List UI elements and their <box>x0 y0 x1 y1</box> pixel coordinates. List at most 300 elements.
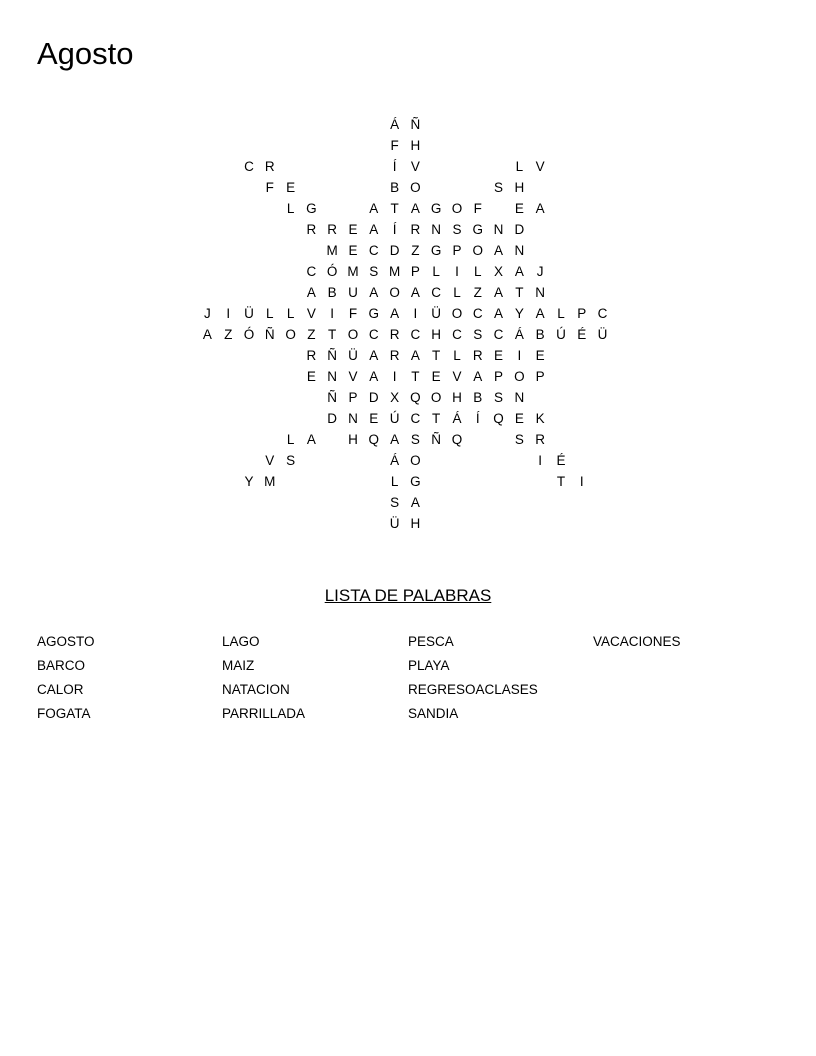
grid-letter <box>280 387 301 408</box>
grid-letter: I <box>392 369 397 384</box>
grid-letter <box>426 471 447 492</box>
grid-letter <box>218 156 239 177</box>
grid-letter <box>447 177 468 198</box>
grid-letter <box>280 492 301 513</box>
grid-row <box>197 303 613 324</box>
grid-letter: Q <box>451 432 463 447</box>
grid-letter: A <box>494 306 504 321</box>
grid-letter <box>197 198 218 219</box>
grid-letter <box>530 219 551 240</box>
grid-letter <box>343 492 364 513</box>
grid-letter: C <box>410 327 421 342</box>
grid-letter: U <box>348 285 358 300</box>
grid-letter <box>197 492 218 513</box>
grid-letter <box>197 450 218 471</box>
grid-letter: V <box>265 453 275 468</box>
grid-letter: Z <box>224 327 233 342</box>
grid-letter: N <box>431 222 442 237</box>
grid-letter: R <box>389 327 400 342</box>
grid-letter <box>447 450 468 471</box>
grid-letter: A <box>473 369 483 384</box>
grid-letter <box>363 471 384 492</box>
grid-letter: Y <box>244 474 254 489</box>
grid-letter <box>426 156 447 177</box>
grid-letter <box>467 135 488 156</box>
grid-letter <box>301 240 322 261</box>
grid-letter: O <box>430 390 442 405</box>
grid-letter <box>218 366 239 387</box>
grid-letter: C <box>410 411 421 426</box>
grid-letter: Z <box>307 327 316 342</box>
grid-letter <box>239 261 260 282</box>
grid-letter: E <box>535 348 545 363</box>
grid-letter: M <box>388 264 401 279</box>
grid-letter: M <box>264 474 276 489</box>
grid-letter <box>239 240 260 261</box>
grid-letter: Ó <box>243 327 255 342</box>
grid-letter: A <box>369 369 379 384</box>
grid-letter: O <box>514 369 525 384</box>
word-list-column <box>222 630 305 726</box>
grid-letter <box>322 114 343 135</box>
grid-letter: T <box>515 285 524 300</box>
grid-letter: V <box>348 369 358 384</box>
grid-letter <box>509 450 530 471</box>
grid-letter: R <box>472 348 483 363</box>
grid-letter: A <box>306 432 316 447</box>
grid-letter <box>197 429 218 450</box>
grid-letter <box>239 198 260 219</box>
grid-letter: R <box>327 222 338 237</box>
grid-letter <box>363 156 384 177</box>
grid-letter <box>343 156 364 177</box>
grid-letter <box>509 471 530 492</box>
grid-letter <box>280 156 301 177</box>
grid-letter <box>259 198 280 219</box>
grid-letter: I <box>538 453 543 468</box>
grid-letter <box>239 219 260 240</box>
grid-letter: F <box>265 180 274 195</box>
grid-letter: Y <box>514 306 524 321</box>
grid-letter <box>509 492 530 513</box>
grid-letter <box>467 492 488 513</box>
grid-letter: P <box>494 369 504 384</box>
grid-row <box>197 135 613 156</box>
grid-letter: Ú <box>556 327 566 342</box>
grid-letter <box>488 450 509 471</box>
grid-letter <box>218 135 239 156</box>
grid-letter <box>488 198 509 219</box>
grid-letter <box>197 135 218 156</box>
grid-letter <box>467 429 488 450</box>
grid-letter <box>301 114 322 135</box>
grid-letter: X <box>390 390 400 405</box>
grid-row <box>197 198 613 219</box>
grid-letter <box>322 429 343 450</box>
grid-letter: V <box>306 306 316 321</box>
grid-letter <box>280 219 301 240</box>
grid-letter <box>197 345 218 366</box>
grid-letter: D <box>368 390 379 405</box>
grid-letter <box>343 513 364 534</box>
grid-letter <box>218 513 239 534</box>
grid-letter: Z <box>473 285 482 300</box>
grid-letter <box>447 114 468 135</box>
grid-letter <box>218 219 239 240</box>
grid-letter: G <box>430 243 442 258</box>
grid-letter <box>301 471 322 492</box>
grid-letter: J <box>204 306 211 321</box>
word-list-item: MAIZ <box>222 658 255 673</box>
grid-letter <box>259 366 280 387</box>
grid-letter: K <box>535 411 545 426</box>
grid-letter: E <box>286 180 296 195</box>
grid-letter <box>488 156 509 177</box>
grid-letter <box>467 513 488 534</box>
grid-letter: N <box>348 411 358 426</box>
grid-letter: D <box>327 411 338 426</box>
grid-letter: N <box>327 369 338 384</box>
grid-letter <box>301 177 322 198</box>
grid-letter: L <box>266 306 274 321</box>
grid-row <box>197 387 613 408</box>
grid-letter <box>426 513 447 534</box>
grid-letter: L <box>453 285 461 300</box>
grid-letter: Ü <box>431 306 442 321</box>
grid-letter: P <box>452 243 462 258</box>
grid-letter: X <box>494 264 504 279</box>
grid-letter <box>488 513 509 534</box>
grid-letter <box>363 513 384 534</box>
grid-letter <box>218 114 239 135</box>
grid-letter <box>218 450 239 471</box>
grid-letter: L <box>286 306 295 321</box>
grid-letter <box>259 345 280 366</box>
grid-letter <box>530 492 551 513</box>
grid-letter: G <box>430 201 442 216</box>
grid-letter: R <box>535 432 546 447</box>
grid-letter <box>363 177 384 198</box>
grid-letter: F <box>390 138 399 153</box>
grid-letter: L <box>557 306 565 321</box>
grid-row <box>197 240 613 261</box>
grid-letter <box>280 345 301 366</box>
grid-row <box>197 261 613 282</box>
grid-letter: T <box>390 201 399 216</box>
grid-letter <box>197 240 218 261</box>
grid-letter <box>197 114 218 135</box>
grid-letter <box>488 114 509 135</box>
grid-row <box>197 114 613 135</box>
grid-letter: T <box>556 474 566 489</box>
grid-letter <box>218 408 239 429</box>
word-search-grid <box>197 114 613 534</box>
grid-letter: O <box>410 453 421 468</box>
word-list-heading: LISTA DE PALABRAS <box>324 586 492 605</box>
grid-letter: B <box>327 285 337 300</box>
grid-letter: I <box>413 306 418 321</box>
grid-letter: S <box>369 264 379 279</box>
grid-letter: O <box>347 327 359 342</box>
grid-letter <box>218 387 239 408</box>
grid-letter: Ñ <box>264 327 275 342</box>
grid-letter <box>301 492 322 513</box>
grid-letter: C <box>452 327 462 342</box>
grid-letter: H <box>410 516 421 531</box>
grid-letter: V <box>535 159 545 174</box>
grid-letter: Ü <box>389 516 400 531</box>
grid-letter: L <box>453 348 461 363</box>
grid-letter <box>530 240 551 261</box>
grid-letter: F <box>348 306 358 321</box>
grid-letter <box>280 471 301 492</box>
grid-letter <box>239 345 260 366</box>
grid-letter <box>259 429 280 450</box>
grid-letter <box>447 135 468 156</box>
grid-letter: É <box>577 327 587 342</box>
grid-letter <box>197 156 218 177</box>
word-list-item: REGRESOACLASES <box>408 682 538 697</box>
grid-letter: R <box>306 348 317 363</box>
grid-letter: E <box>369 411 379 426</box>
grid-letter: L <box>432 264 440 279</box>
grid-letter <box>239 513 260 534</box>
grid-letter <box>467 471 488 492</box>
grid-letter <box>426 492 447 513</box>
grid-letter: A <box>535 201 545 216</box>
grid-letter <box>239 282 260 303</box>
grid-letter <box>218 261 239 282</box>
grid-letter <box>197 387 218 408</box>
word-list-item: BARCO <box>37 658 86 673</box>
grid-letter <box>239 450 260 471</box>
grid-letter <box>363 450 384 471</box>
grid-letter: Á <box>390 117 400 132</box>
grid-letter <box>322 156 343 177</box>
word-list-column <box>37 630 95 726</box>
grid-letter <box>218 471 239 492</box>
grid-letter: G <box>368 306 380 321</box>
grid-letter: S <box>286 453 296 468</box>
grid-letter <box>530 114 551 135</box>
grid-letter: A <box>410 201 420 216</box>
grid-letter <box>426 114 447 135</box>
grid-letter: Ü <box>244 306 254 321</box>
grid-letter: D <box>514 222 525 237</box>
grid-letter <box>259 135 280 156</box>
grid-letter: O <box>451 201 463 216</box>
grid-letter <box>280 408 301 429</box>
grid-letter: A <box>514 264 524 279</box>
grid-letter: S <box>452 222 462 237</box>
grid-letter <box>509 114 530 135</box>
grid-letter <box>301 387 322 408</box>
grid-letter <box>218 492 239 513</box>
grid-letter <box>363 492 384 513</box>
grid-letter <box>197 177 218 198</box>
grid-letter: A <box>535 306 545 321</box>
grid-letter: C <box>306 264 317 279</box>
word-list-item: AGOSTO <box>37 634 95 649</box>
grid-letter <box>280 261 301 282</box>
grid-letter: M <box>326 243 338 258</box>
grid-letter: T <box>432 348 441 363</box>
grid-letter <box>259 219 280 240</box>
grid-letter: Á <box>514 327 524 342</box>
grid-letter: C <box>368 327 379 342</box>
word-list-item: VACACIONES <box>593 634 681 649</box>
grid-letter <box>259 408 280 429</box>
grid-letter: E <box>306 369 316 384</box>
grid-letter: O <box>410 180 421 195</box>
grid-letter <box>509 513 530 534</box>
grid-letter <box>488 471 509 492</box>
grid-letter <box>447 471 468 492</box>
grid-letter <box>218 282 239 303</box>
grid-letter: H <box>452 390 462 405</box>
grid-letter: Í <box>475 411 480 426</box>
grid-letter: B <box>473 390 483 405</box>
grid-letter <box>530 471 551 492</box>
grid-letter <box>426 135 447 156</box>
grid-letter <box>322 492 343 513</box>
grid-row <box>197 492 613 513</box>
grid-letter <box>530 513 551 534</box>
grid-letter <box>197 408 218 429</box>
grid-letter: A <box>202 327 212 342</box>
grid-letter: I <box>330 306 335 321</box>
grid-letter: Ü <box>348 348 358 363</box>
grid-letter <box>447 492 468 513</box>
grid-row <box>197 324 613 345</box>
grid-letter <box>343 198 364 219</box>
grid-letter: D <box>389 243 400 258</box>
grid-letter: E <box>494 348 504 363</box>
grid-letter <box>467 177 488 198</box>
grid-letter <box>197 513 218 534</box>
grid-letter: S <box>514 432 524 447</box>
word-list-item: PESCA <box>408 634 454 649</box>
grid-letter <box>259 282 280 303</box>
grid-letter <box>239 492 260 513</box>
grid-letter <box>197 282 218 303</box>
grid-letter <box>488 135 509 156</box>
grid-letter <box>301 135 322 156</box>
grid-letter <box>197 471 218 492</box>
grid-letter: C <box>493 327 504 342</box>
word-list-item: LAGO <box>222 634 260 649</box>
word-list-item: CALOR <box>37 682 84 697</box>
grid-letter <box>322 135 343 156</box>
grid-letter <box>343 450 364 471</box>
grid-letter <box>488 492 509 513</box>
grid-letter <box>530 387 551 408</box>
grid-row <box>197 345 613 366</box>
grid-letter <box>301 156 322 177</box>
grid-letter: Í <box>392 222 397 237</box>
grid-letter: E <box>348 222 358 237</box>
grid-letter <box>488 429 509 450</box>
grid-letter: V <box>452 369 462 384</box>
grid-letter: R <box>264 159 275 174</box>
grid-letter: R <box>306 222 317 237</box>
grid-letter <box>197 261 218 282</box>
grid-letter: Ñ <box>410 117 421 132</box>
word-list-item: SANDIA <box>408 706 459 721</box>
grid-letter <box>280 114 301 135</box>
grid-letter <box>218 429 239 450</box>
grid-letter <box>259 513 280 534</box>
grid-letter <box>301 450 322 471</box>
grid-letter: A <box>306 285 316 300</box>
grid-letter: Á <box>390 453 400 468</box>
grid-letter: Ñ <box>431 432 442 447</box>
grid-letter: P <box>410 264 420 279</box>
grid-letter <box>218 198 239 219</box>
grid-letter <box>239 177 260 198</box>
grid-letter: N <box>493 222 504 237</box>
grid-row <box>197 429 613 450</box>
grid-letter: S <box>494 180 504 195</box>
grid-letter <box>259 114 280 135</box>
grid-letter <box>239 387 260 408</box>
grid-letter <box>197 219 218 240</box>
grid-letter <box>197 366 218 387</box>
grid-letter: V <box>410 159 420 174</box>
grid-letter <box>301 513 322 534</box>
grid-letter: N <box>514 390 525 405</box>
grid-letter <box>259 492 280 513</box>
grid-letter: P <box>577 306 587 321</box>
grid-letter <box>322 177 343 198</box>
grid-letter: A <box>410 285 420 300</box>
grid-letter: C <box>368 243 379 258</box>
grid-letter: N <box>535 285 546 300</box>
grid-letter <box>343 177 364 198</box>
grid-row <box>197 282 613 303</box>
grid-letter: A <box>494 285 504 300</box>
grid-letter: É <box>556 453 566 468</box>
grid-letter: T <box>328 327 337 342</box>
grid-letter <box>239 135 260 156</box>
grid-letter <box>322 471 343 492</box>
grid-letter <box>467 114 488 135</box>
grid-letter <box>322 513 343 534</box>
grid-letter: Q <box>368 432 380 447</box>
grid-letter: E <box>348 243 358 258</box>
grid-letter: E <box>431 369 441 384</box>
grid-letter: G <box>306 201 317 216</box>
grid-letter: B <box>535 327 545 342</box>
grid-letter: A <box>369 201 379 216</box>
grid-letter <box>447 513 468 534</box>
grid-letter <box>218 345 239 366</box>
grid-letter: Ü <box>597 327 608 342</box>
grid-letter <box>530 177 551 198</box>
grid-row <box>197 513 613 534</box>
grid-letter: S <box>410 432 420 447</box>
grid-letter <box>301 408 322 429</box>
grid-letter: I <box>226 306 231 321</box>
grid-letter: R <box>410 222 421 237</box>
grid-letter: S <box>494 390 504 405</box>
grid-letter: B <box>390 180 400 195</box>
grid-letter <box>239 408 260 429</box>
grid-row <box>197 366 613 387</box>
grid-letter <box>218 240 239 261</box>
grid-letter: N <box>514 243 525 258</box>
grid-letter: Ú <box>389 411 400 426</box>
